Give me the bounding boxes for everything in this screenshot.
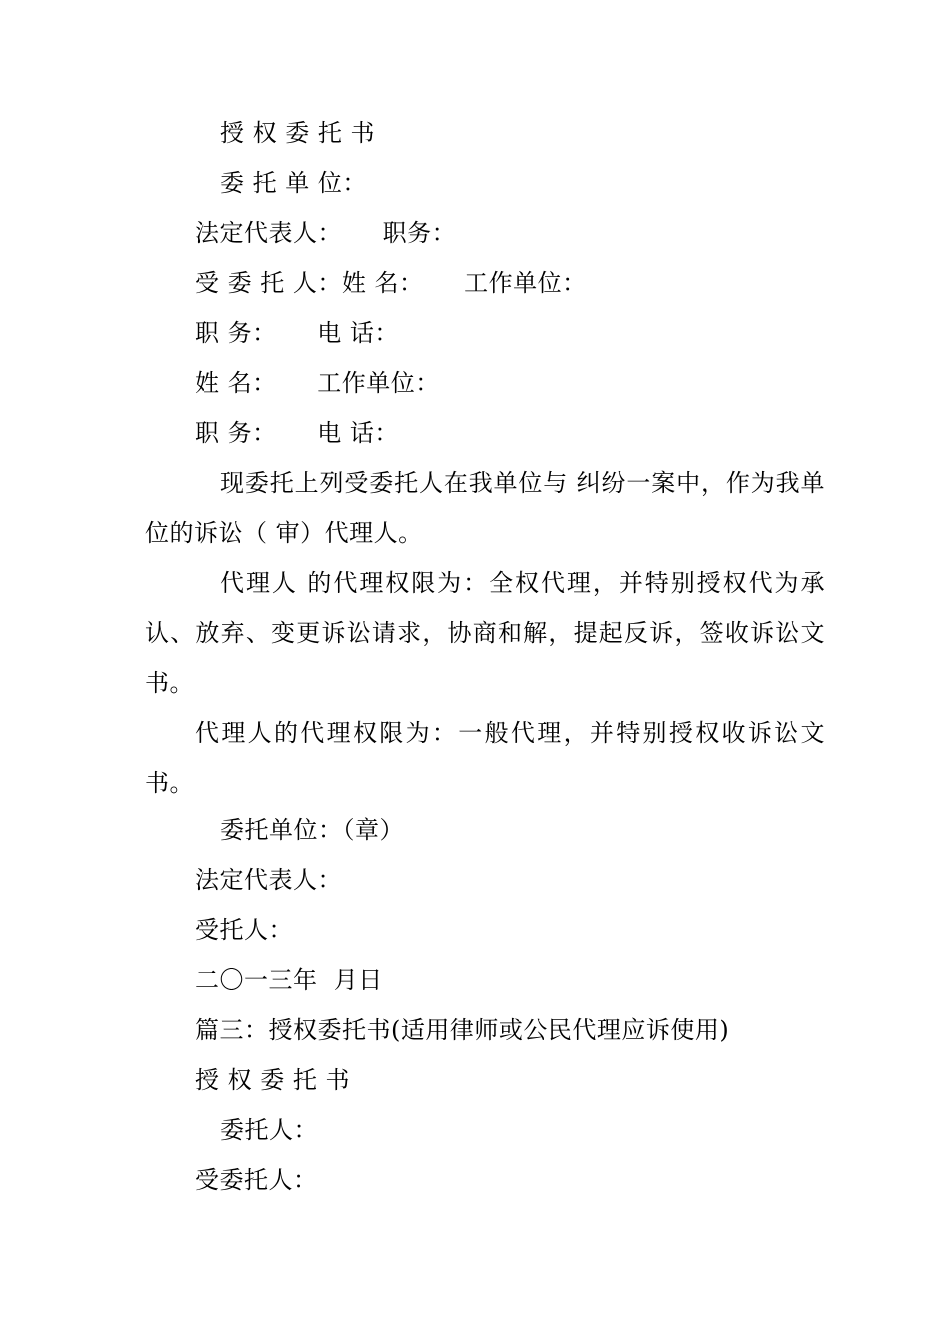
sign-client-unit: 委托单位：（章） — [220, 816, 404, 844]
sign-agent: 受托人： — [195, 916, 293, 944]
agent1-duty-line: 职 务： 电 话： — [195, 319, 399, 347]
sign-legal-representative: 法定代表人： — [195, 866, 342, 894]
document-title-2: 授 权 委 托 书 — [195, 1066, 351, 1094]
chapter-heading: 篇三：授权委托书(适用律师或公民代理应诉使用) — [195, 1016, 730, 1044]
agent2-duty-line: 职 务： 电 话： — [195, 419, 399, 447]
document-title: 授 权 委 托 书 — [220, 119, 376, 147]
legal-representative-line: 法定代表人： 职务： — [195, 219, 457, 247]
commission-paragraph: 现委托上列受委托人在我单位与 纠纷一案中，作为我单位的诉讼（ 审）代理人。 — [145, 469, 825, 547]
general-authority-paragraph: 代理人的代理权限为：一般代理，并特别授权收诉讼文书。 — [145, 719, 825, 797]
agent2-name-line: 姓 名： 工作单位： — [195, 369, 440, 397]
agent-line: 受委托人： — [195, 1166, 318, 1194]
client-line: 委托人： — [220, 1116, 318, 1144]
sign-date: 二〇一三年 月日 — [195, 966, 383, 994]
full-authority-paragraph: 代理人 的代理权限为：全权代理，并特别授权代为承认、放弃、变更诉讼请求，协商和解，提起反诉，签收诉讼文书。 — [145, 569, 825, 697]
client-unit-line: 委 托 单 位： — [220, 169, 367, 197]
agent-name-line: 受 委 托 人：姓 名： 工作单位： — [195, 269, 587, 297]
